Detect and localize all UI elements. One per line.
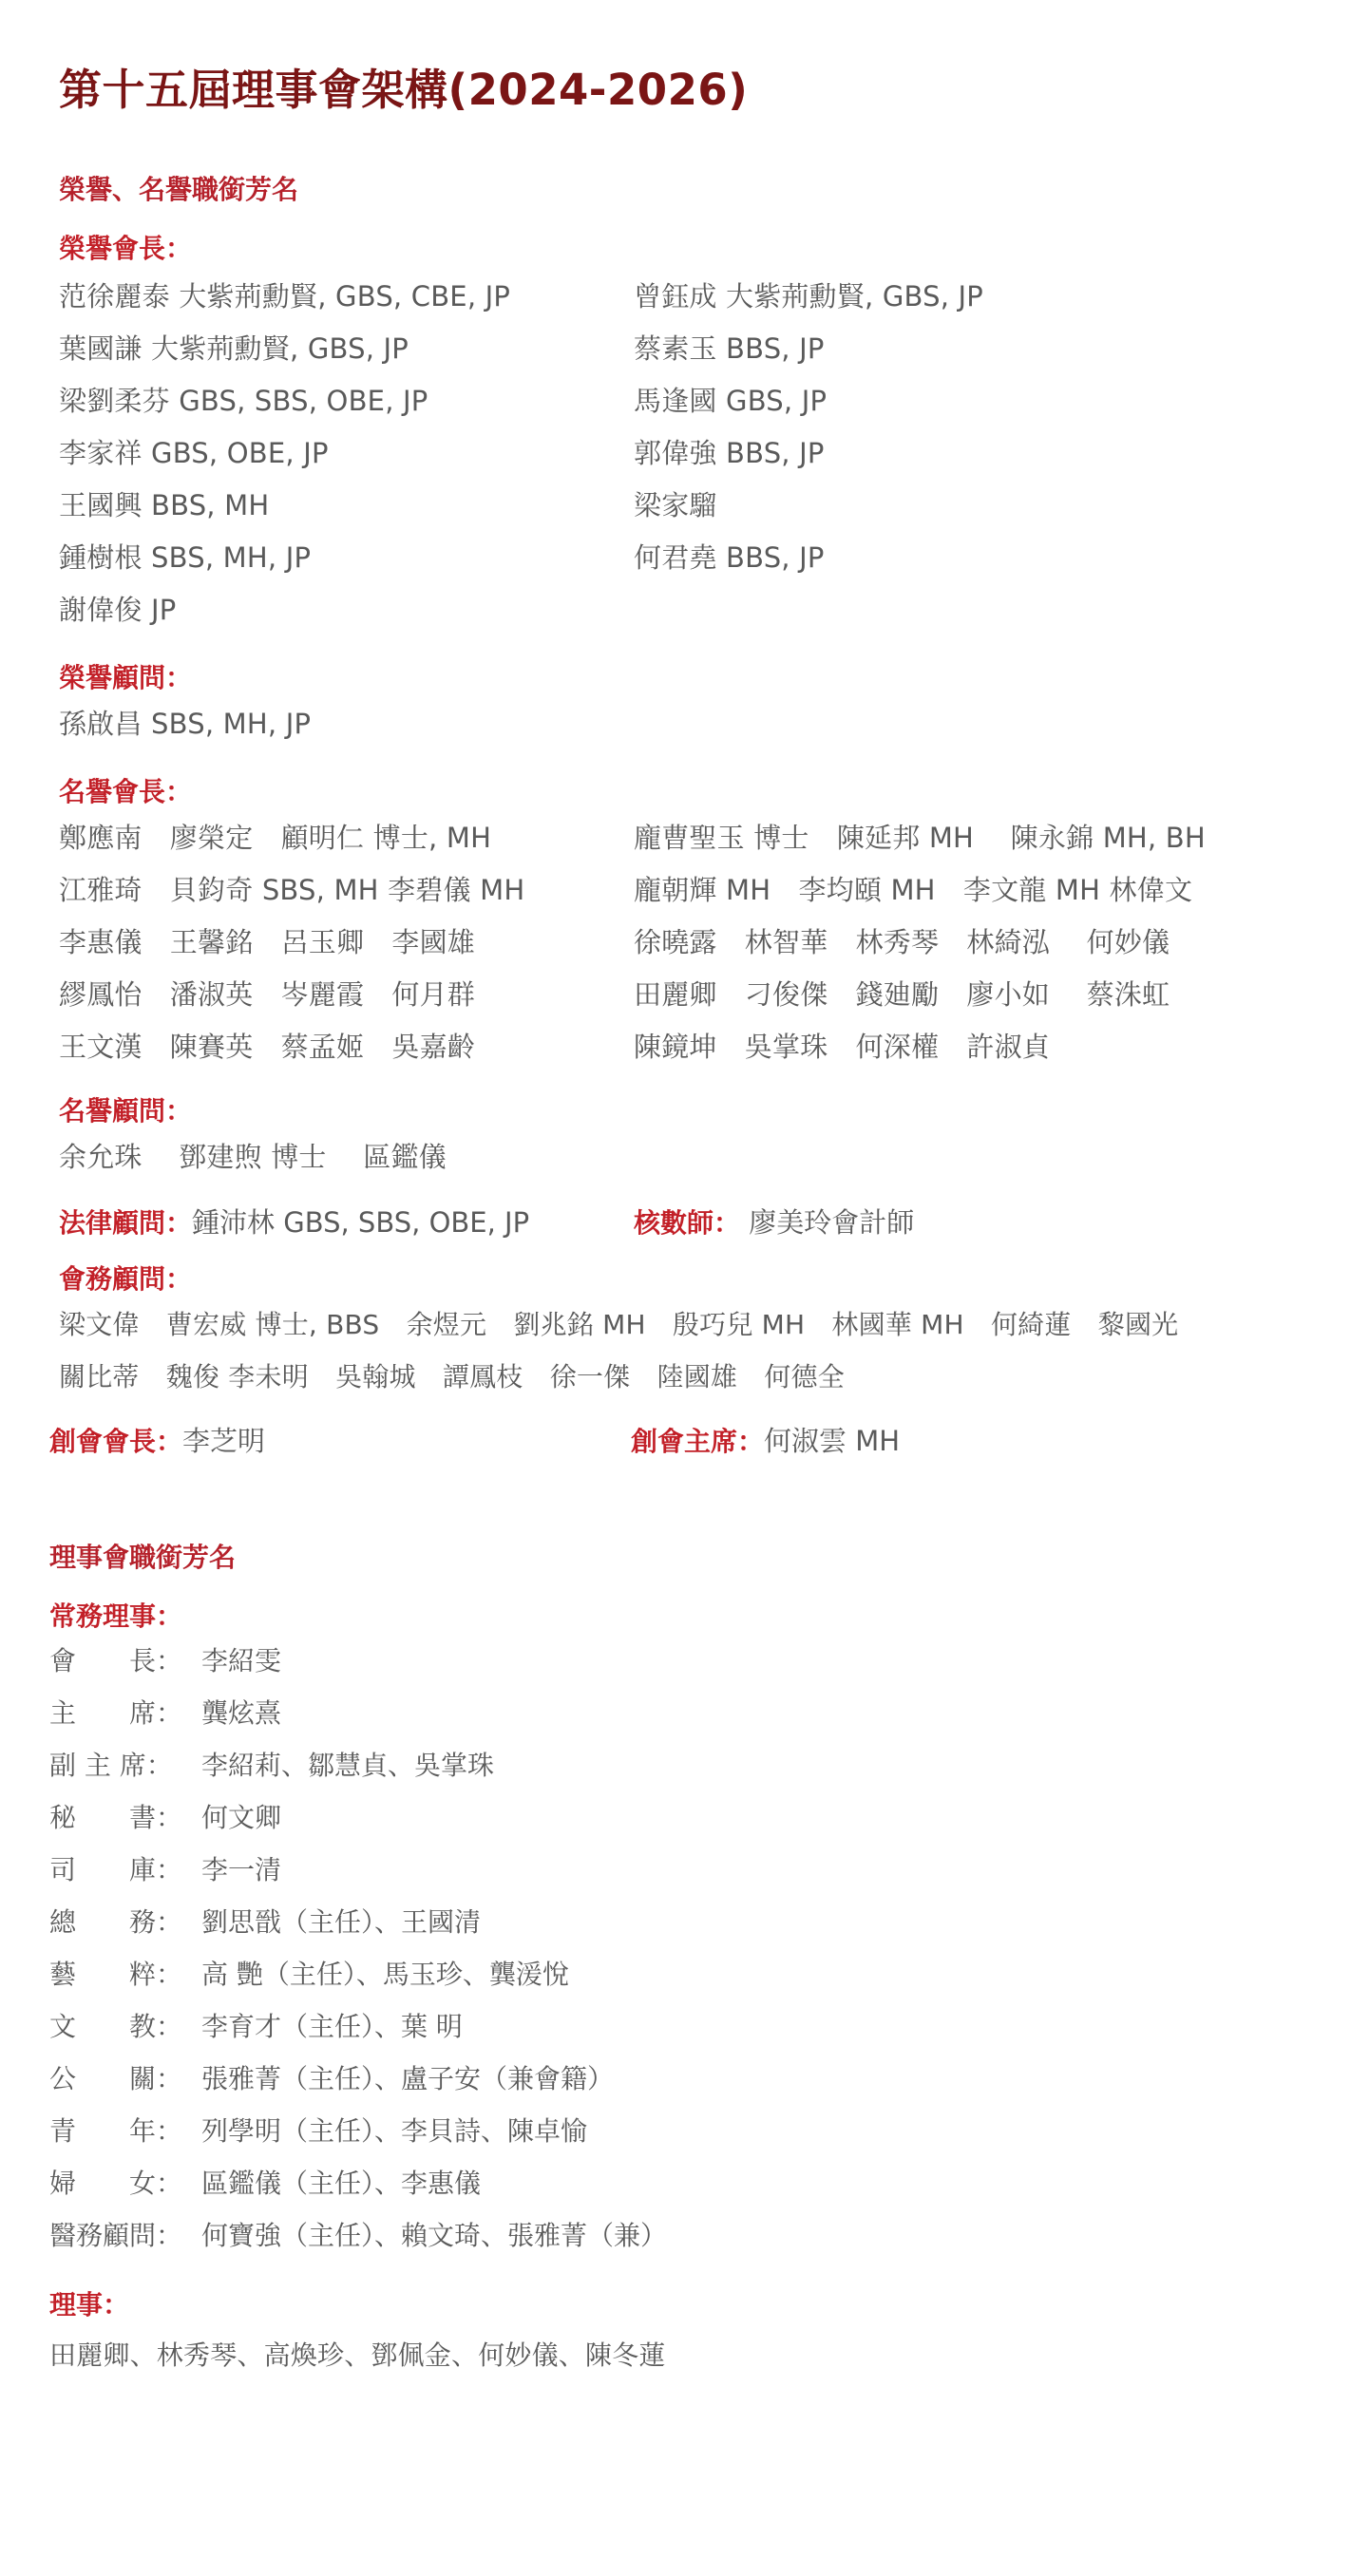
titular-president-row: 鄭應南 廖榮定 顧明仁 博士, MH <box>59 822 492 854</box>
hon-advisor-entry: 孫啟昌 SBS, MH, JP <box>59 708 312 740</box>
council-role-row <box>49 1849 281 1887</box>
council-role-row <box>49 1693 281 1731</box>
hon-advisors-label: 榮譽顧問： <box>59 662 193 693</box>
role-names: 李育才（主任）、葉 明 <box>201 2011 463 2042</box>
role-title: 婦 女： <box>49 2168 183 2199</box>
founding-president-value: 李芝明 <box>182 1425 266 1457</box>
founding-chairman-label: 創會主席： <box>631 1426 765 1457</box>
council-role-row <box>49 1745 494 1783</box>
auditor-value: 廖美玲會計師 <box>749 1206 915 1239</box>
titular-president-row: 田麗卿 刁俊傑 錢廸勵 廖小如 蔡洙虹 <box>634 978 1170 1011</box>
hon-president-entry: 謝偉俊 JP <box>59 594 177 626</box>
titular-president-row: 李惠儀 王馨銘 呂玉卿 李國雄 <box>59 926 476 958</box>
council-role-row <box>49 2006 463 2044</box>
role-title: 司 庫： <box>49 1854 183 1885</box>
legal-advisor-label: 法律顧問： <box>59 1207 193 1239</box>
titular-president-row: 繆鳳怡 潘淑英 岑麗霞 何月群 <box>59 978 476 1011</box>
hon-president-entry: 范徐麗泰 大紫荊勳賢, GBS, CBE, JP <box>59 280 511 313</box>
council-role-row <box>49 1640 281 1678</box>
role-names: 高 艷（主任）、馬玉珍、龔湲悅 <box>201 1959 569 1990</box>
titular-president-row: 江雅琦 貝鈞奇 SBS, MH 李碧儀 MH <box>59 874 525 906</box>
titular-president-row: 王文漢 陳賽英 蔡孟姬 吳嘉齡 <box>59 1031 476 1063</box>
hon-president-entry: 王國興 BBS, MH <box>59 489 270 521</box>
founding-president-row <box>49 1420 265 1459</box>
auditor-row <box>634 1202 914 1241</box>
council-section-title: 理事會職銜芳名 <box>49 1542 237 1573</box>
titular-president-row: 陳鏡坤 吳掌珠 何深權 許淑貞 <box>634 1031 1051 1063</box>
role-names: 劉思戩（主任）、王國清 <box>201 1906 482 1938</box>
hon-president-entry: 梁家騮 <box>634 489 717 521</box>
directors-list: 田麗卿、林秀琴、高煥珍、鄧佩金、何妙儀、陳冬蓮 <box>49 2339 666 2371</box>
legal-advisor-value: 鍾沛林 GBS, SBS, OBE, JP <box>192 1206 530 1239</box>
council-role-row <box>49 2163 481 2201</box>
council-role-row <box>49 2215 667 2253</box>
role-names: 龔炫熹 <box>201 1697 282 1729</box>
hon-presidents-label: 榮譽會長： <box>59 233 193 264</box>
council-role-row <box>49 2111 587 2149</box>
titular-advisors-label: 名譽顧問： <box>59 1095 193 1127</box>
role-title: 公 關： <box>49 2063 183 2094</box>
founding-chairman-value: 何淑雲 MH <box>764 1425 901 1457</box>
hon-president-entry: 鍾樹根 SBS, MH, JP <box>59 541 312 574</box>
affairs-advisors-label: 會務顧問： <box>59 1263 193 1295</box>
role-names: 李紹莉、鄒慧貞、吳掌珠 <box>201 1750 495 1781</box>
titular-presidents-label: 名譽會長： <box>59 776 193 807</box>
role-title: 文 教： <box>49 2011 183 2042</box>
hon-president-entry: 李家祥 GBS, OBE, JP <box>59 437 329 469</box>
role-names: 何寶強（主任）、賴文琦、張雅菁（兼） <box>201 2220 668 2251</box>
hon-president-entry: 郭偉強 BBS, JP <box>634 437 825 469</box>
standing-directors-label: 常務理事： <box>49 1601 183 1632</box>
council-role-row <box>49 1954 569 1992</box>
titular-president-row: 龐曹聖玉 博士 陳延邦 MH 陳永錦 MH, BH <box>634 822 1206 854</box>
council-role-row <box>49 2058 614 2096</box>
founding-president-label: 創會會長： <box>49 1426 183 1457</box>
hon-president-entry: 蔡素玉 BBS, JP <box>634 332 825 365</box>
role-title: 會 長： <box>49 1645 183 1676</box>
role-title: 總 務： <box>49 1906 183 1938</box>
titular-advisor-row: 余允珠 鄧建煦 博士 區鑑儀 <box>59 1141 447 1173</box>
hon-president-entry: 曾鈺成 大紫荊勳賢, GBS, JP <box>634 280 983 313</box>
hon-president-entry: 馬逢國 GBS, JP <box>634 385 828 417</box>
legal-advisor-row <box>59 1202 529 1241</box>
role-names: 何文卿 <box>201 1802 282 1833</box>
role-title: 秘 書： <box>49 1802 183 1833</box>
directors-label: 理事： <box>49 2289 130 2320</box>
role-names: 張雅菁（主任）、盧子安（兼會籍） <box>201 2063 615 2094</box>
page-title: 第十五屆理事會架構(2024-2026) <box>59 65 749 115</box>
role-title: 副 主 席： <box>49 1750 173 1781</box>
role-names: 李一清 <box>201 1854 282 1885</box>
role-names: 列學明（主任）、李貝詩、陳卓愉 <box>201 2115 588 2147</box>
council-role-row <box>49 1797 281 1835</box>
role-names: 區鑑儀（主任）、李惠儀 <box>201 2168 482 2199</box>
titular-president-row: 徐曉露 林智華 林秀琴 林綺泓 何妙儀 <box>634 926 1170 958</box>
role-title: 醫務顧問： <box>49 2220 183 2251</box>
role-title: 藝 粹： <box>49 1959 183 1990</box>
hon-president-entry: 葉國謙 大紫荊勳賢, GBS, JP <box>59 332 409 365</box>
affairs-advisor-row: 梁文偉 曹宏威 博士, BBS 余煜元 劉兆銘 MH 殷巧兒 MH 林國華 MH 何綺蓮 黎國光 <box>59 1309 1179 1340</box>
founding-chairman-row <box>631 1420 900 1459</box>
role-names: 李紹雯 <box>201 1645 282 1676</box>
affairs-advisor-row: 關比蒂 魏俊 李未明 吳翰城 譚鳳枝 徐一傑 陸國雄 何德全 <box>59 1361 845 1392</box>
hon-president-entry: 梁劉柔芬 GBS, SBS, OBE, JP <box>59 385 428 417</box>
auditor-label: 核數師： <box>634 1207 741 1239</box>
honor-section-title: 榮譽、名譽職銜芳名 <box>59 174 299 205</box>
council-role-row <box>49 1902 481 1940</box>
hon-president-entry: 何君堯 BBS, JP <box>634 541 825 574</box>
role-title: 主 席： <box>49 1697 183 1729</box>
titular-president-row: 龐朝輝 MH 李均頤 MH 李文龍 MH 林偉文 <box>634 874 1193 906</box>
role-title: 青 年： <box>49 2115 183 2147</box>
